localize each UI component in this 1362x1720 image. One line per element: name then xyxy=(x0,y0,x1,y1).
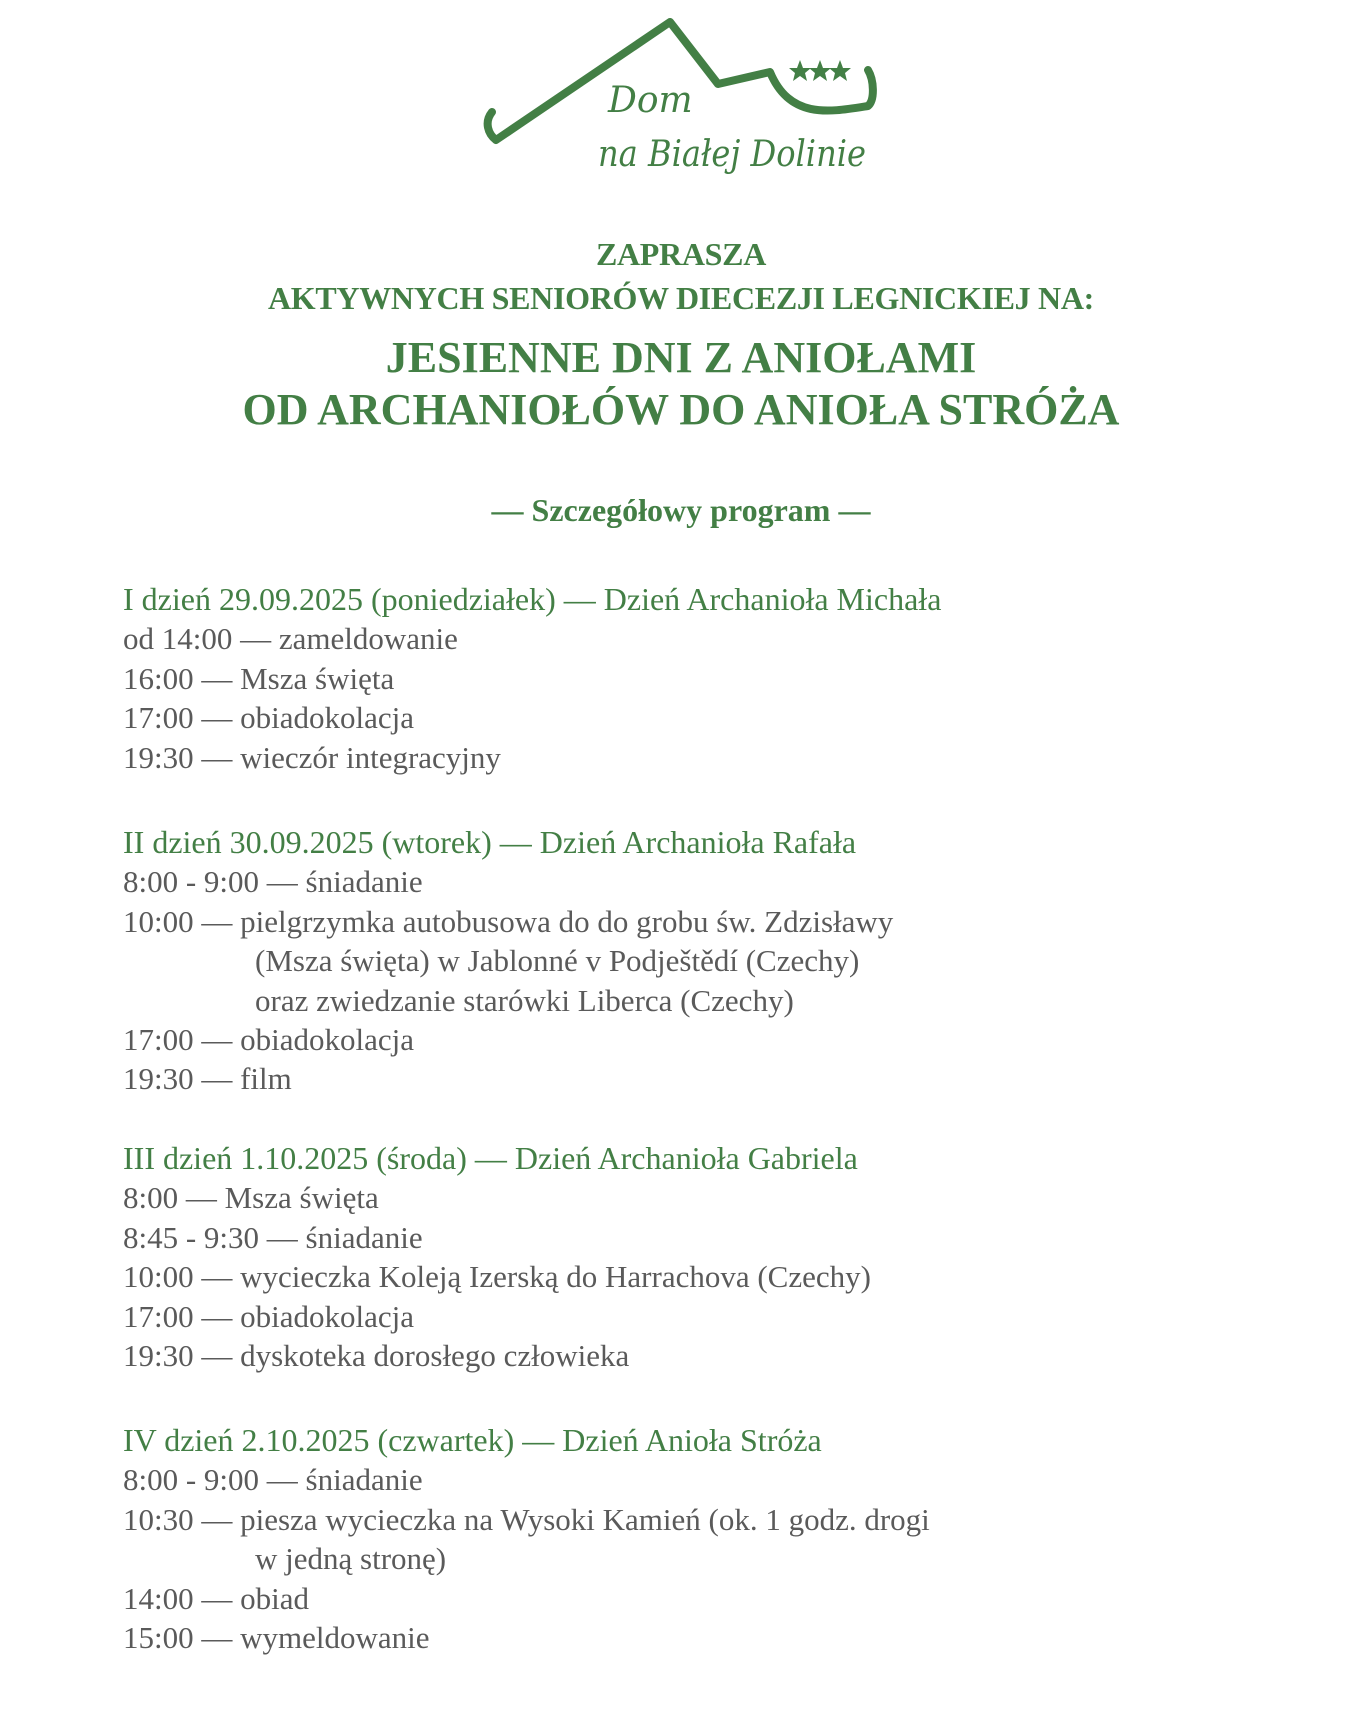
entry-line: 15:00 — wymeldowanie xyxy=(123,1619,430,1655)
day-heading: IV dzień 2.10.2025 (czwartek) — Dzień Anioła Stróża xyxy=(123,1422,822,1458)
day-heading: I dzień 29.09.2025 (poniedziałek) — Dzień Archanioła Michała xyxy=(123,581,942,617)
schedule-entry xyxy=(123,1336,1303,1375)
mountain-logo-icon xyxy=(470,0,890,200)
title-line-2: OD ARCHANIOŁÓW DO ANIOŁA STRÓŻA xyxy=(242,385,1120,434)
entry-line: 10:00 — pielgrzymka autobusowa do do grobu św. Zdzisławy xyxy=(123,903,894,939)
day-section xyxy=(123,823,1303,1099)
schedule-entry xyxy=(123,698,1303,737)
schedule-entry xyxy=(123,1618,1303,1657)
day-heading: II dzień 30.09.2025 (wtorek) — Dzień Archanioła Rafała xyxy=(123,824,857,860)
schedule-entry xyxy=(123,1579,1303,1618)
entry-line: 17:00 — obiadokolacja xyxy=(123,1021,414,1057)
entry-line: 8:00 — Msza święta xyxy=(123,1180,379,1216)
schedule-entry xyxy=(123,1020,1303,1059)
logo-text-dom: Dom xyxy=(608,80,693,121)
day-heading: III dzień 1.10.2025 (środa) — Dzień Archanioła Gabriela xyxy=(123,1140,858,1176)
schedule-entry xyxy=(123,1297,1303,1336)
entry-line: 19:30 — film xyxy=(123,1061,292,1097)
logo xyxy=(470,0,890,200)
program-label: — Szczegółowy program — xyxy=(491,492,871,528)
day-section xyxy=(123,1139,1303,1375)
entry-line: 14:00 — obiad xyxy=(123,1580,309,1616)
invite-line-2: AKTYWNYCH SENIORÓW DIECEZJI LEGNICKIEJ NA: xyxy=(267,280,1095,316)
schedule-entry xyxy=(123,1218,1303,1257)
schedule-entry xyxy=(123,902,1303,1020)
day-section xyxy=(123,580,1303,777)
schedule-entry xyxy=(123,1178,1303,1217)
schedule-entry xyxy=(123,862,1303,901)
entry-line: 17:00 — obiadokolacja xyxy=(123,1298,414,1334)
entry-continuation-line: w jedną stronę) xyxy=(255,1541,447,1577)
entry-line: 10:00 — wycieczka Koleją Izerską do Harrachova (Czechy) xyxy=(123,1259,871,1295)
stars-icon xyxy=(789,60,851,81)
entry-line: 10:30 — piesza wycieczka na Wysoki Kamień (ok. 1 godz. drogi xyxy=(123,1501,930,1537)
star-icon xyxy=(829,60,851,81)
invite-line-1: ZAPRASZA xyxy=(595,236,767,272)
entry-line: 8:00 - 9:00 — śniadanie xyxy=(123,864,423,900)
schedule-entry xyxy=(123,1257,1303,1296)
schedule-entry xyxy=(123,738,1303,777)
star-icon xyxy=(809,60,831,81)
entry-line: 19:30 — wieczór integracyjny xyxy=(123,739,501,775)
entry-continuation-line: oraz zwiedzanie starówki Liberca (Czechy) xyxy=(255,982,794,1018)
logo-text-name: na Białej Dolinie xyxy=(598,134,866,175)
event-title xyxy=(0,332,1362,436)
entry-continuation-line: (Msza święta) w Jablonné v Podještědí (Czechy) xyxy=(255,943,860,979)
entry-line: 8:00 - 9:00 — śniadanie xyxy=(123,1462,423,1498)
entry-line: 19:30 — dyskoteka dorosłego człowieka xyxy=(123,1337,630,1373)
schedule-entry xyxy=(123,1059,1303,1098)
schedule-entry xyxy=(123,659,1303,698)
schedule-entry xyxy=(123,1460,1303,1499)
schedule-entry xyxy=(123,619,1303,658)
star-icon xyxy=(789,60,811,81)
day-section xyxy=(123,1421,1303,1657)
title-line-1: JESIENNE DNI Z ANIOŁAMI xyxy=(385,333,977,382)
entry-line: od 14:00 — zameldowanie xyxy=(123,621,458,657)
entry-line: 17:00 — obiadokolacja xyxy=(123,700,414,736)
entry-line: 8:45 - 9:30 — śniadanie xyxy=(123,1219,423,1255)
invite-heading xyxy=(0,232,1362,320)
schedule-entry xyxy=(123,1500,1303,1579)
entry-line: 16:00 — Msza święta xyxy=(123,660,395,696)
